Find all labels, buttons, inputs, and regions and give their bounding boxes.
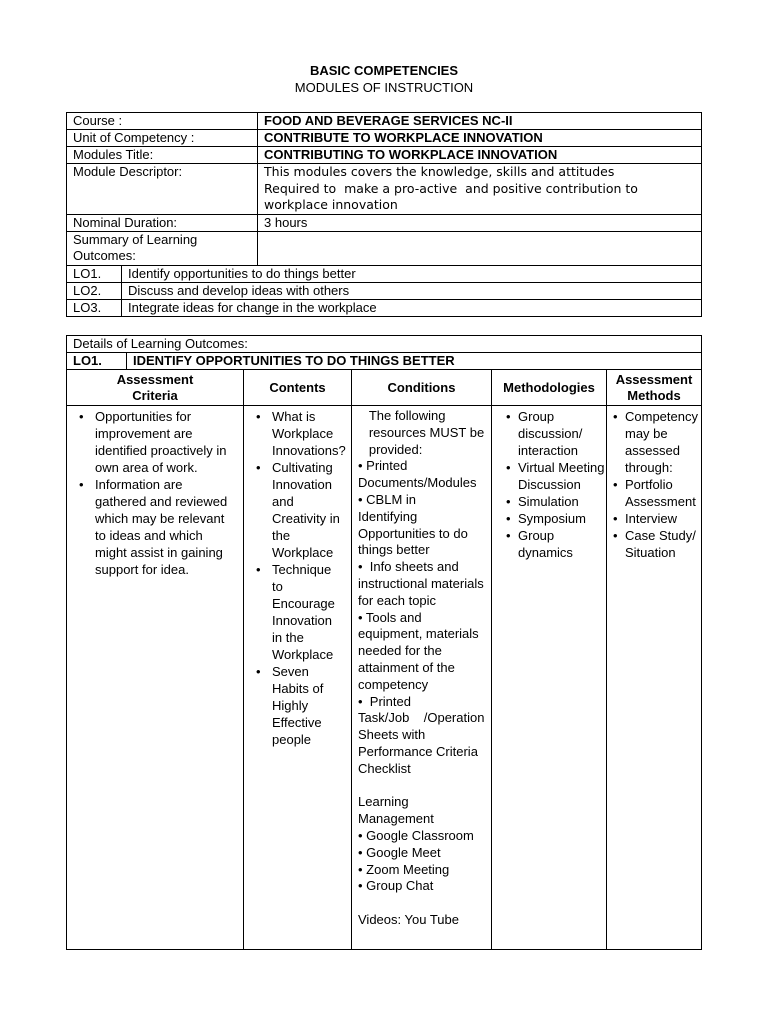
methodology-item: • Simulation [506, 493, 606, 510]
criteria-cell [67, 406, 244, 950]
modules-title-value: CONTRIBUTING TO WORKPLACE INNOVATION [258, 147, 702, 164]
lo-title: IDENTIFY OPPORTUNITIES TO DO THINGS BETTER [127, 353, 702, 370]
col-methodologies: Methodologies [492, 370, 607, 406]
assessment-method-item: • Portfolio Assessment [613, 476, 697, 510]
conditions-cell [352, 406, 492, 950]
criteria-item: • Opportunities for improvement are identified proactively in own area of work. [73, 408, 237, 476]
lo2-code: LO2. [67, 282, 122, 299]
document-subtitle: MODULES OF INSTRUCTION [294, 80, 474, 95]
condition-line: Videos: You Tube [358, 911, 459, 927]
condition-line: • CBLM in Identifying Opportunities to do things better [358, 491, 468, 558]
col-contents: Contents [244, 370, 352, 406]
assessment-method-item: • Competency may be assessed through: [613, 408, 697, 476]
contents-cell [244, 406, 352, 950]
col-conditions: Conditions [352, 370, 492, 406]
details-table [66, 335, 702, 950]
document-title: BASIC COMPETENCIES [309, 63, 459, 78]
condition-line: • Google Meet [358, 844, 441, 860]
col-assessment-methods: Assessment Methods [607, 370, 702, 406]
condition-line: • Info sheets and instructional materials for each topic [358, 559, 484, 608]
lo1-text: Identify opportunities to do things better [122, 265, 702, 282]
duration-label: Nominal Duration: [67, 214, 258, 231]
lo1-code: LO1. [67, 265, 122, 282]
assessment-method-item: • Interview [613, 510, 697, 527]
unit-label: Unit of Competency : [67, 130, 258, 147]
duration-value: 3 hours [258, 214, 702, 231]
module-info-table [66, 112, 702, 317]
condition-line: • Tools and equipment, materials needed for the attainment of the competency [358, 609, 479, 692]
assessment-method-item: • Case Study/ Situation [613, 527, 697, 561]
methodology-item: • Symposium [506, 510, 606, 527]
descriptor-label: Module Descriptor: [67, 164, 258, 215]
condition-line: The following resources MUST be provided: [368, 408, 485, 457]
methodology-item: • Group dynamics [506, 527, 606, 561]
unit-value: CONTRIBUTE TO WORKPLACE INNOVATION [258, 130, 702, 147]
condition-line: Learning Management [358, 794, 434, 827]
contents-item: • Seven Habits of Highly Effective people [250, 663, 345, 748]
summary-value [258, 231, 702, 265]
methodologies-cell [492, 406, 607, 950]
contents-item: • Cultivating Innovation and Creativity in the Workplace [250, 459, 345, 561]
condition-line: • Printed Task/Job /Operation Sheets with Performance Criteria Checklist [358, 693, 485, 776]
condition-line [358, 895, 491, 912]
contents-item: • Technique to Encourage Innovation in the Workplace [250, 561, 345, 663]
methods-cell [607, 406, 702, 950]
condition-line: • Zoom Meeting [358, 861, 450, 877]
condition-line: • Google Classroom [358, 827, 474, 843]
course-label: Course : [67, 113, 258, 130]
lo-code: LO1. [67, 353, 127, 370]
methodology-item: • Virtual Meeting Discussion [506, 459, 606, 493]
contents-item: • What is Workplace Innovations? [250, 408, 345, 459]
condition-line: • Printed Documents/Modules [358, 458, 477, 491]
condition-line [358, 778, 491, 795]
lo3-text: Integrate ideas for change in the workplace [122, 299, 702, 316]
details-heading: Details of Learning Outcomes: [67, 336, 702, 353]
modules-title-label: Modules Title: [67, 147, 258, 164]
col-assessment-criteria: Assessment Criteria [67, 370, 244, 406]
condition-line: • Group Chat [358, 878, 434, 894]
criteria-item: • Information are gathered and reviewed which may be relevant to ideas and which might assist in gaining support for idea. [73, 476, 237, 578]
methodology-item: • Group discussion/ interaction [506, 408, 606, 459]
descriptor-value: This modules covers the knowledge, skills and attitudes Required to make a pro-active and positive contribution to workplace innovation [258, 164, 702, 215]
course-value: FOOD AND BEVERAGE SERVICES NC-II [258, 113, 702, 130]
summary-label: Summary of Learning Outcomes: [67, 231, 258, 265]
lo2-text: Discuss and develop ideas with others [122, 282, 702, 299]
lo3-code: LO3. [67, 299, 122, 316]
